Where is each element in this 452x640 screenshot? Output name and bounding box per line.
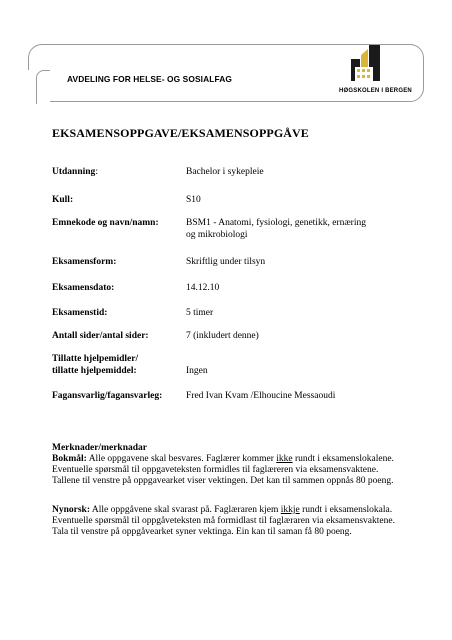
bokmal-ikke: ikke: [276, 454, 293, 464]
field-value: Bachelor i sykepleie: [186, 167, 264, 177]
logo-wordmark: HØGSKOLEN I BERGEN: [339, 88, 412, 94]
notes-nynorsk-weighting: Tala til venstre på oppgåvearket syner vektinga. Ein kan til saman få 80 poeng.: [52, 527, 352, 537]
field-label: Eksamensdato:: [52, 283, 115, 293]
notes-nynorsk: [52, 505, 402, 527]
notes-bokmal: [52, 454, 402, 476]
field-hjelpemidler: [52, 353, 412, 377]
field-label: Eksamensform:: [52, 257, 117, 267]
field-value: 14.12.10: [186, 283, 220, 293]
field-value-line: BSM1 - Anatomi, fysiologi, genetikk, ernæring: [186, 218, 366, 228]
hib-building-logo-icon: [349, 45, 383, 81]
field-value: S10: [186, 195, 201, 205]
field-value-line: og mikrobiologi: [186, 230, 248, 240]
nynorsk-label: Nynorsk:: [52, 505, 91, 515]
field-label: Kull:: [52, 195, 74, 205]
field-value: Ingen: [186, 366, 208, 376]
field-value: Skriftlig under tilsyn: [186, 257, 266, 267]
field-label: Fagansvarlig/fagansvarleg:: [52, 391, 163, 401]
bokmal-label: Bokmål:: [52, 454, 87, 464]
bokmal-text: rundt i eksamenslokalene. Eventuelle spørsmål til oppgaveteksten formidles til faglæreren via eksamensvaktene.: [52, 454, 394, 475]
page-title: EKSAMENSOPPGAVE/EKSAMENSOPPGÅVE: [52, 126, 309, 140]
field-label-line: Tillatte hjelpemidler/: [52, 354, 139, 364]
bokmal-text: Alle oppgavene skal besvares. Faglærer kommer: [86, 454, 277, 464]
field-label: Utdanning: [52, 167, 96, 177]
field-value: 5 timer: [186, 308, 214, 318]
nynorsk-text: rundt i eksamenslokala. Eventuelle spørsmål til oppgåveteksten må formidlast til faglæraren via eksamensvaktene.: [52, 505, 395, 526]
notes-heading: Merknader/merknadar: [52, 443, 147, 453]
field-label-suffix: :: [95, 167, 98, 177]
field-label-line: tillatte hjelpemiddel:: [52, 366, 137, 376]
nynorsk-ikkje: ikkje: [280, 505, 300, 515]
field-label: Emnekode og navn/namn:: [52, 218, 159, 228]
nynorsk-text: Alle oppgåvene skal svarast på. Faglæraren kjem: [90, 505, 281, 515]
notes-section: [52, 443, 402, 538]
notes-bokmal-weighting: Tallene til venstre på oppgavearket viser vektingen. Det kan til sammen oppnås 80 poeng.: [52, 476, 394, 486]
field-value: Fred Ivan Kvam /Elhoucine Messaoudi: [186, 391, 336, 401]
field-value: 7 (inkludert denne): [186, 331, 259, 341]
header-notch-line: [36, 70, 50, 104]
field-label: Eksamenstid:: [52, 308, 108, 318]
field-label: Antall sider/antal sider:: [52, 331, 149, 341]
department-name: AVDELING FOR HELSE- OG SOSIALFAG: [67, 74, 232, 84]
